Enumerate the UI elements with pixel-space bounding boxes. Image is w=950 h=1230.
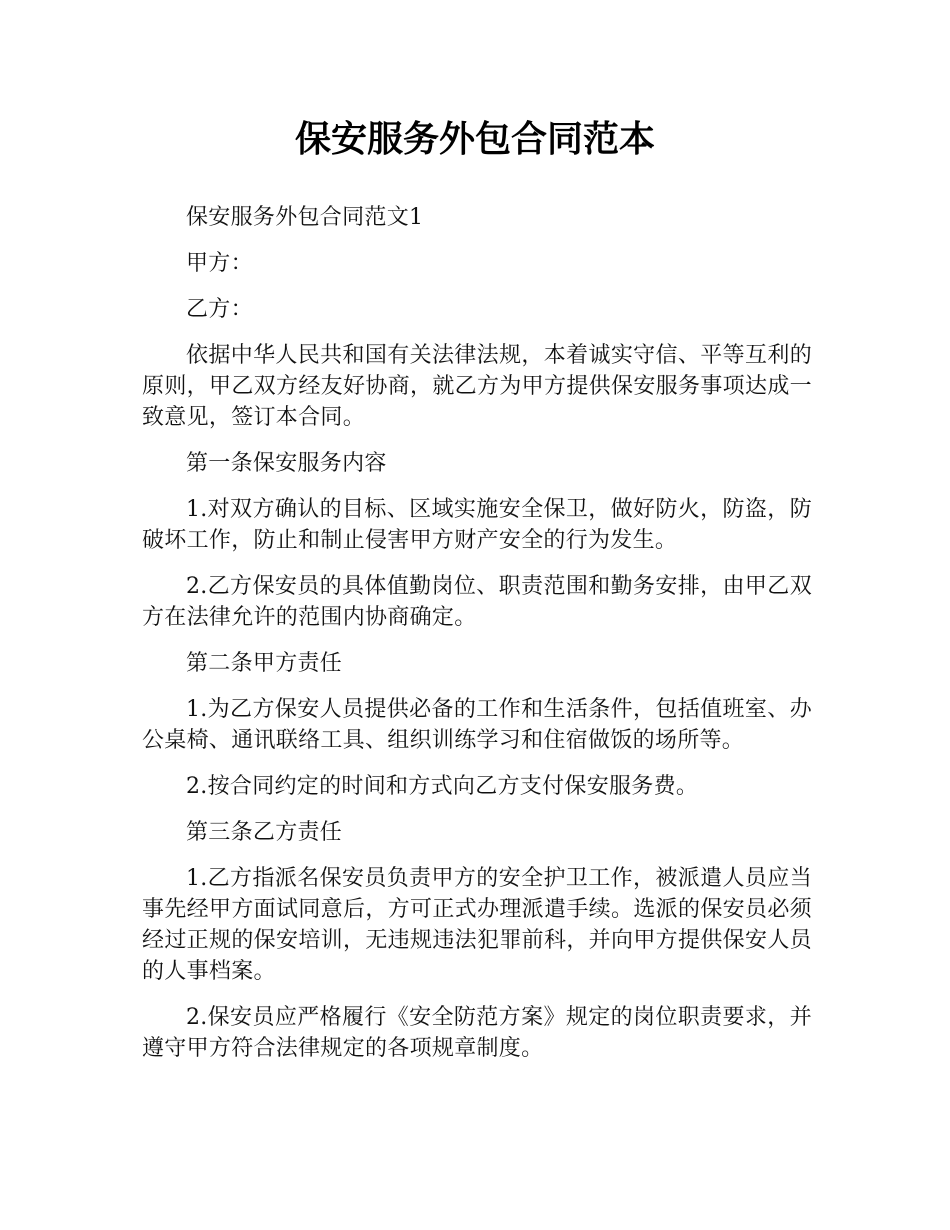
paragraph-article-1-item-1: 1.对双方确认的目标、区域实施安全保卫，做好防火，防盗，防破坏工作，防止和制止侵害甲方财产安全的行为发生。 [142,497,812,553]
paragraph-article-3-item-2: 2.保安员应严格履行《安全防范方案》规定的岗位职责要求，并遵守甲方符合法律规定的各项规章制度。 [142,1005,812,1061]
paragraph-article-2-item-2: 2.按合同约定的时间和方式向乙方支付保安服务费。 [186,774,699,799]
paragraph-article-3-heading: 第三条乙方责任 [186,820,343,845]
paragraph-article-1-heading: 第一条保安服务内容 [186,451,387,476]
paragraph-article-3-item-1: 1.乙方指派名保安员负责甲方的安全护卫工作，被派遣人员应当事先经甲方面试同意后，方可正式办理派遣手续。选派的保安员必须经过正规的保安培训，无违规违法犯罪前科，并向甲方提供保安人员的人事档案。 [142,866,812,984]
paragraph-article-2-heading: 第二条甲方责任 [186,651,343,676]
paragraph-heading-sample: 保安服务外包合同范文1 [186,205,424,230]
document-title: 保安服务外包合同范本 [294,119,655,160]
paragraph-party-b: 乙方： [186,297,253,322]
document-body [142,202,812,1079]
paragraph-preamble: 依据中华人民共和国有关法律法规，本着诚实守信、平等互利的原则，甲乙双方经友好协商，就乙方为甲方提供保安服务事项达成一致意见，签订本合同。 [142,343,812,430]
paragraph-party-a: 甲方： [186,251,253,276]
paragraph-article-1-item-2: 2.乙方保安员的具体值勤岗位、职责范围和勤务安排，由甲乙双方在法律允许的范围内协商确定。 [142,574,812,630]
paragraph-article-2-item-1: 1.为乙方保安人员提供必备的工作和生活条件，包括值班室、办公桌椅、通讯联络工具、组织训练学习和住宿做饭的场所等。 [142,697,812,753]
